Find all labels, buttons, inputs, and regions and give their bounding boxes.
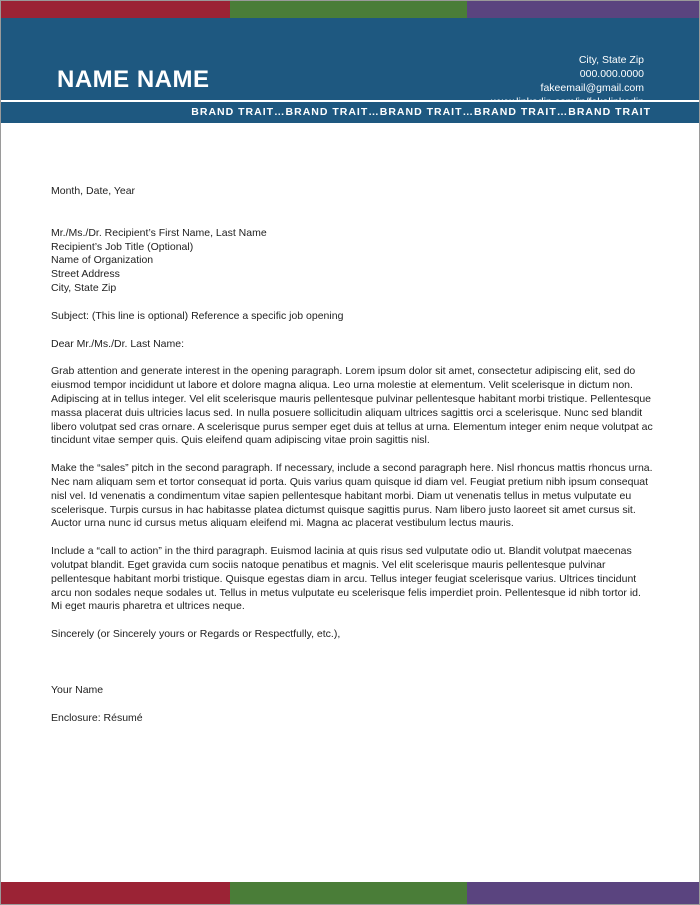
subject-line: Subject: (This line is optional) Reference a specific job opening bbox=[51, 309, 344, 322]
brand-traits: BRAND TRAIT…BRAND TRAIT…BRAND TRAIT…BRAND TRAIT…BRAND TRAIT bbox=[191, 106, 651, 118]
applicant-name: NAME NAME bbox=[57, 66, 210, 93]
recipient-street: Street Address bbox=[51, 268, 120, 281]
top-color-stripe bbox=[1, 1, 700, 18]
closing: Sincerely (or Sincerely yours or Regards or Respectfully, etc.), bbox=[51, 628, 341, 641]
enclosure-line: Enclosure: Résumé bbox=[51, 711, 143, 724]
recipient-address bbox=[51, 227, 653, 296]
letter-body bbox=[51, 185, 653, 726]
paragraph-opening: Grab attention and generate interest in the opening paragraph. Lorem ipsum dolor sit amet, consectetur adipiscing elit, sed do eiusmod tempor incididunt ut labore et dolore magna aliqua. Leo urna molestie at elementum. Velit scelerisque in dictum non. Adipiscing at in tellus integer. Vel elit scelerisque mauris pellentesque pulvinar pellentesque habitant morbi tristique. Pellentesque massa placerat duis ultricies lacus sed. In nulla posuere sollicitudin aliquam ultrices sagittis orci a scelerisque. Nunc sed blandit libero volutpat sed cras ornare. A scelerisque purus semper eget duis at tellus at urna. Elementum integer enim neque volutpat ac tincidunt vitae semper quis. Quis eleifend quam adipiscing vitae proin sagittis nisl. bbox=[51, 365, 653, 447]
stripe-red bbox=[1, 882, 230, 904]
recipient-city: City, State Zip bbox=[51, 281, 117, 294]
bottom-color-stripe bbox=[1, 882, 700, 904]
recipient-job-title: Recipient’s Job Title (Optional) bbox=[51, 240, 194, 253]
paragraph-call-to-action: Include a “call to action” in the third paragraph. Euismod lacinia at quis risus sed vulputate odio ut. Blandit volutpat maecenas volutpat blandit. Eget gravida cum sociis natoque penatibus et magnis. Vel elit scelerisque mauris pellentesque pulvinar pellentesque habitant morbi tristique. Quisque egestas diam in arcu. Tellus integer feugiat scelerisque varius. Ultrices tincidunt arcu non sodales neque sodales ut. Tellus in metus vulputate eu scelerisque felis imperdiet proin. Pellentesque id nibh tortor id. Mi eget mauris pharetra et ultrices neque. bbox=[51, 545, 641, 613]
contact-phone: 000.000.0000 bbox=[579, 68, 644, 80]
contact-email[interactable]: fakeemail@gmail.com bbox=[540, 82, 644, 94]
recipient-organization: Name of Organization bbox=[51, 254, 154, 267]
stripe-green bbox=[230, 882, 467, 904]
stripe-red bbox=[1, 1, 230, 18]
brand-trait-bar bbox=[1, 102, 700, 123]
stripe-purple bbox=[467, 1, 700, 18]
salutation: Dear Mr./Ms./Dr. Last Name: bbox=[51, 337, 185, 350]
recipient-name: Mr./Ms./Dr. Recipient’s First Name, Last Name bbox=[51, 226, 267, 239]
signature-name: Your Name bbox=[51, 683, 104, 696]
contact-city: City, State Zip bbox=[578, 54, 644, 66]
letter-date: Month, Date, Year bbox=[51, 185, 136, 197]
paragraph-sales: Make the “sales” pitch in the second paragraph. If necessary, include a second paragraph here. Nisl rhoncus mattis rhoncus urna. Nec nam aliquam sem et tortor consequat id porta. Quis varius quam quisque id diam vel. Feugiat pretium nibh ipsum consequat nisl vel. Id venenatis a condimentum vitae sapien pellentesque habitant morbi. Diam ut venenatis tellus in metus vulputate eu scelerisque. Turpis cursus in hac habitasse platea dictumst quisque sagittis purus. Nam libero justo laoreet sit amet cursus sit. Auctor urna nunc id cursus metus aliquam eleifend mi. Magna ac placerat vestibulum lectus mauris. bbox=[51, 462, 653, 530]
stripe-green bbox=[230, 1, 467, 18]
stripe-purple bbox=[467, 882, 700, 904]
letterhead bbox=[1, 18, 700, 100]
